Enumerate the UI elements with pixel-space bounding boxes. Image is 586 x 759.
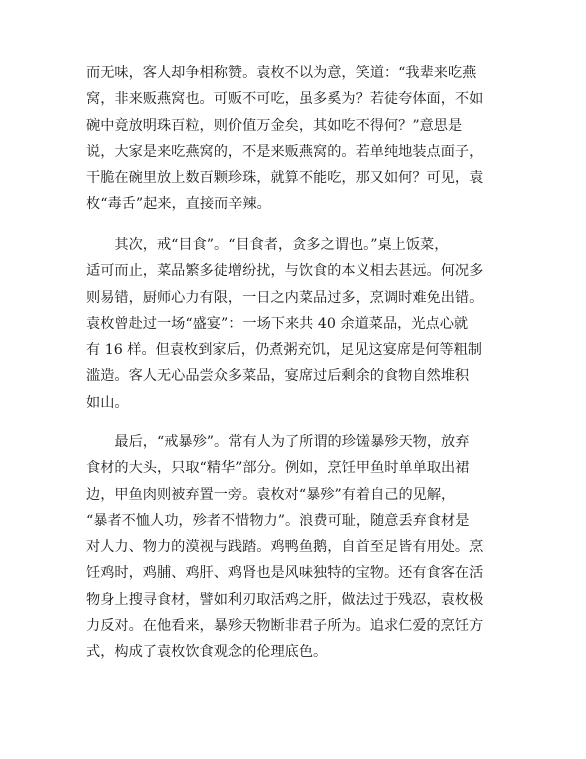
- text-line: 干脆在碗里放上数百颗珍珠，就算不能吃，那又如何？可见，袁: [86, 170, 484, 187]
- text-line: 物身上搜寻食材，譬如利刃取活鸡之肝，做法过于残忍，袁枚极: [86, 591, 484, 608]
- paragraph-mushi: [86, 232, 506, 416]
- text-line: 式，构成了袁枚饮食观念的伦理底色。: [86, 644, 328, 661]
- text-line: 适可而止，菜品繁多徒增纷扰，与饮食的本义相去甚远。何况多: [86, 263, 484, 280]
- text-line: 对人力、物力的漠视与践踏。鸡鸭鱼鹅，自首至足皆有用处。烹: [86, 539, 484, 556]
- text-line: 有 16 样。但袁枚到家后，仍煮粥充饥，足见这宴席是何等粗制: [86, 342, 482, 359]
- paragraph-baotian: [86, 429, 506, 666]
- text-line: 其次，戒“目食”。“目食者，贪多之谓也。”桌上饭菜，: [114, 237, 449, 253]
- text-line: 枚“毒舌”起来，直接而辛辣。: [86, 196, 271, 213]
- paragraph-yanwo: [86, 60, 506, 218]
- text-line: 食材的大头，只取“精华”部分。例如，烹饪甲鱼时单单取出裙: [86, 460, 470, 477]
- text-line: 饪鸡时，鸡脯、鸡肝、鸡肾也是风味独特的宝物。还有食客在活: [86, 565, 484, 582]
- text-line: 袁枚曾赴过一场“盛宴”：一场下来共 40 余道菜品，光点心就: [86, 315, 469, 332]
- text-line: 如山。: [86, 394, 129, 411]
- text-line: 则易错，厨师心力有限，一日之内菜品过多，烹调时难免出错。: [86, 289, 484, 306]
- text-line: 力反对。在他看来，暴殄天物断非君子所为。追求仁爱的烹饪方: [86, 618, 484, 635]
- text-line: 滥造。客人无心品尝众多菜品，宴席过后剩余的食物自然堆积: [86, 368, 470, 385]
- text-line: “暴者不恤人功，殄者不惜物力”。浪费可耻，随意丢弃食材是: [86, 512, 470, 529]
- text-line: 碗中竟放明珠百粒，则价值万金矣，其如吃不得何？”意思是: [86, 117, 463, 134]
- text-line: 窝，非来贩燕窝也。可贩不可吃，虽多奚为？若徒夸体面，不如: [86, 91, 484, 108]
- text-line: 而无味，客人却争相称赞。袁枚不以为意，笑道：“我辈来吃燕: [86, 65, 477, 81]
- text-line: 最后，“戒暴殄”。常有人为了所谓的珍馐暴殄天物，放弃: [114, 434, 470, 450]
- text-line: 边，甲鱼肉则被弃置一旁。袁枚对“暴殄”有着自己的见解，: [86, 486, 456, 503]
- text-line: 说，大家是来吃燕窝的，不是来贩燕窝的。若单纯地装点面子，: [86, 143, 484, 160]
